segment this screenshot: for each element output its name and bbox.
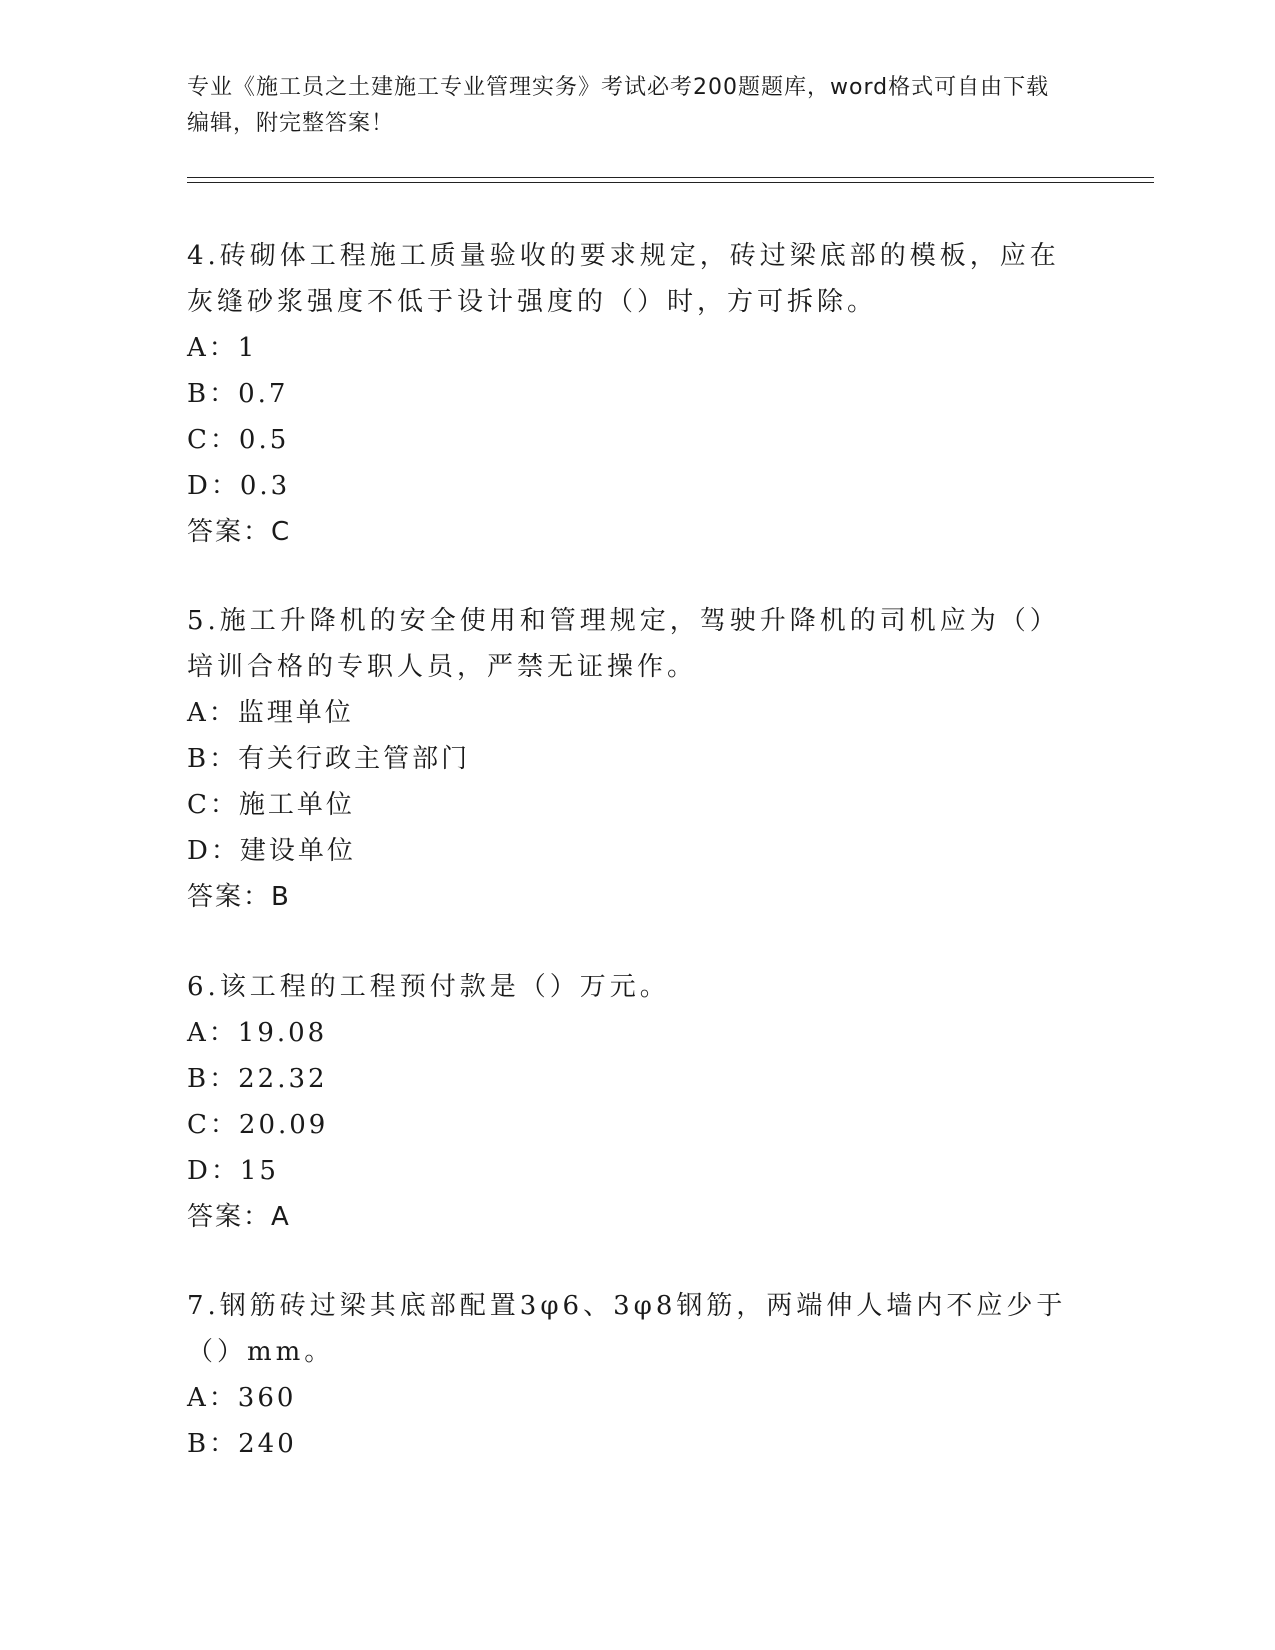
option-b	[187, 1421, 1067, 1467]
option-c	[187, 417, 1067, 463]
answer-line: 答案：C	[187, 517, 292, 547]
option-key: B：	[187, 744, 239, 774]
answer-line: 答案：B	[187, 882, 291, 912]
option-key: C：	[187, 1110, 239, 1140]
question-5	[187, 598, 1067, 920]
question-7	[187, 1283, 1067, 1467]
option-key: A：	[187, 333, 238, 363]
option-text: 20.09	[238, 1110, 329, 1140]
header-divider-bottom	[187, 182, 1154, 183]
option-key: C：	[187, 790, 239, 820]
option-key: C：	[187, 425, 239, 455]
option-c	[187, 782, 1067, 828]
question-6	[187, 964, 1067, 1240]
option-text: 1	[237, 333, 258, 363]
question-4	[187, 233, 1067, 555]
option-key: A：	[187, 1018, 238, 1048]
option-key: D：	[187, 1156, 240, 1186]
option-b	[187, 736, 1067, 782]
option-key: B：	[187, 379, 239, 409]
option-d	[187, 1148, 1067, 1194]
option-b	[187, 1056, 1067, 1102]
document-header	[187, 70, 1067, 142]
document-title: 专业《施工员之土建施工专业管理实务》考试必考200题题库，word格式可自由下载编辑，附完整答案！	[187, 75, 1050, 136]
option-b	[187, 371, 1067, 417]
option-a	[187, 1010, 1067, 1056]
option-key: D：	[187, 471, 240, 501]
option-key: A：	[187, 1383, 238, 1413]
option-text: 施工单位	[238, 790, 355, 820]
option-text: 建设单位	[239, 836, 356, 866]
option-text: 0.7	[238, 379, 289, 409]
option-text: 有关行政主管部门	[238, 744, 471, 774]
option-text: 22.32	[238, 1064, 328, 1094]
option-text: 0.5	[238, 425, 290, 455]
option-text: 监理单位	[237, 698, 354, 728]
header-divider-top	[187, 177, 1154, 178]
option-text: 15	[239, 1156, 279, 1186]
question-stem: 7.钢筋砖过梁其底部配置3φ6、3φ8钢筋，两端伸人墙内不应少于（）mm。	[187, 1291, 1067, 1367]
option-text: 0.3	[239, 471, 291, 501]
option-key: B：	[187, 1064, 239, 1094]
option-a	[187, 690, 1067, 736]
option-c	[187, 1102, 1067, 1148]
answer-line: 答案：A	[187, 1202, 291, 1232]
option-d	[187, 828, 1067, 874]
option-text: 360	[237, 1383, 297, 1413]
option-key: A：	[187, 698, 238, 728]
option-key: B：	[187, 1429, 239, 1459]
question-stem: 6.该工程的工程预付款是（）万元。	[187, 972, 670, 1002]
option-a	[187, 1375, 1067, 1421]
option-d	[187, 463, 1067, 509]
option-text: 19.08	[237, 1018, 328, 1048]
question-stem: 5.施工升降机的安全使用和管理规定，驾驶升降机的司机应为（）培训合格的专职人员，严禁无证操作。	[187, 606, 1060, 682]
option-text: 240	[238, 1429, 297, 1459]
option-key: D：	[187, 836, 240, 866]
question-stem: 4.砖砌体工程施工质量验收的要求规定，砖过梁底部的模板，应在灰缝砂浆强度不低于设计强度的（）时，方可拆除。	[187, 241, 1060, 317]
option-a	[187, 325, 1067, 371]
